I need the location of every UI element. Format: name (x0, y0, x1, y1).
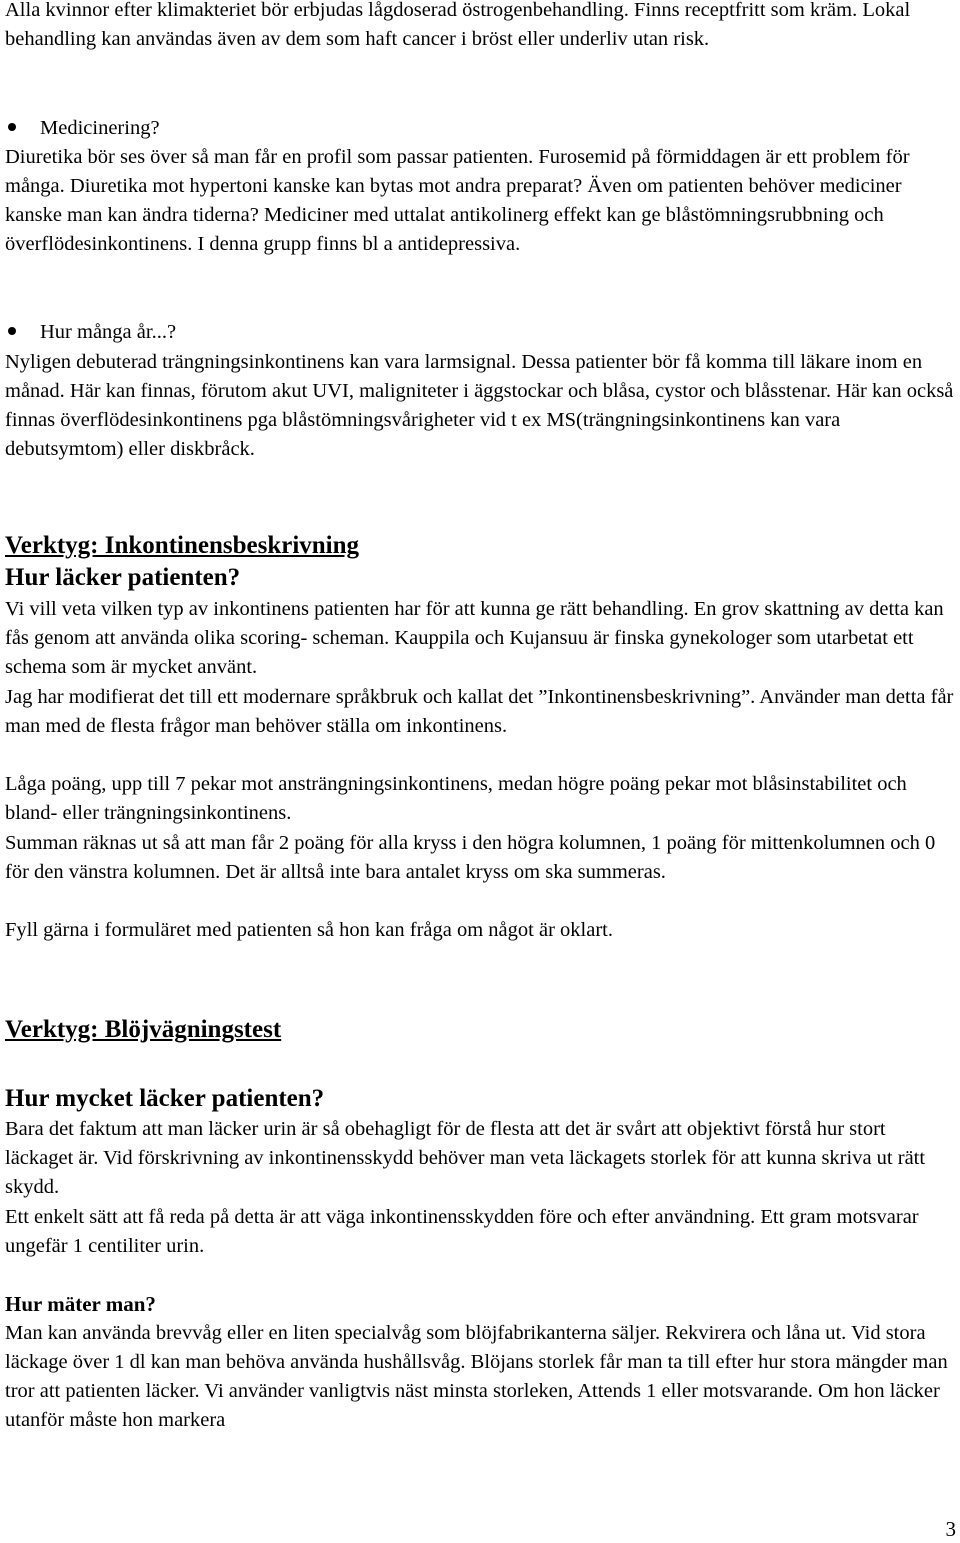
tool1-paragraph-2: Jag har modifierat det till ett modernare språkbruk och kallat det ”Inkontinensbeskrivning”. Använder man detta får man med de flesta frågor man behöver ställa om inkontinens. (5, 686, 954, 737)
bullet-medicinering (5, 114, 160, 143)
bullet-label: Medicinering? (40, 117, 160, 139)
intro-paragraph: Alla kvinnor efter klimakteriet bör erbjudas lågdoserad östrogenbehandling. Finns receptfritt som kräm. Lokal behandling kan användas även av dem som haft cancer i bröst eller underliv utan risk. (5, 0, 911, 50)
question-hur-lacker: Hur läcker patienten? (5, 564, 241, 591)
tool2-paragraph-3: Man kan använda brevvåg eller en liten specialvåg som blöjfabrikanterna säljer. Rekvirera och låna ut. Vid stora läckage över 1 dl kan man behöva använda hushållsvåg. Blöjans storlek får man ta till efter hur stora mängder man tror att patienten läcker. Vi använder vanligtvis näst minsta storleken, Attends 1 eller motsvarande. Om hon läcker utanför måste hon markera (5, 1322, 948, 1431)
tool1-paragraph-5: Fyll gärna i formuläret med patienten så hon kan fråga om något är oklart. (5, 919, 613, 941)
tool-heading-blojvagningstest: Verktyg: Blöjvägningstest (5, 1016, 282, 1043)
bullet-dot-icon (8, 327, 16, 335)
tool1-paragraph-3: Låga poäng, upp till 7 pekar mot ansträngningsinkontinens, medan högre poäng pekar mot blåsinstabilitet och bland- eller trängningsinkontinens. (5, 773, 907, 824)
tool-heading-inkontinensbeskrivning: Verktyg: Inkontinensbeskrivning (5, 532, 360, 559)
bullet-dot-icon (8, 123, 16, 131)
tool2-paragraph-2: Ett enkelt sätt att få reda på detta är att väga inkontinensskydden före och efter användning. Ett gram motsvarar ungefär 1 centiliter urin. (5, 1206, 919, 1257)
bullet-label: Hur många år...? (40, 321, 177, 343)
subheading-hur-mater-man: Hur mäter man? (5, 1292, 156, 1316)
question-hur-mycket-lacker: Hur mycket läcker patienten? (5, 1085, 325, 1112)
hur-manga-paragraph: Nyligen debuterad trängningsinkontinens kan vara larmsignal. Dessa patienter bör få komma till läkare inom en månad. Här kan finnas, förutom akut UVI, maligniteter i äggstockar och blåsa, cystor och blåsstenar. Här kan också finnas överflödesinkontinens pga blåstömningsvårigheter vid t ex MS(trängningsinkontinens kan vara debutsymtom) eller diskbråck. (5, 351, 954, 460)
page-number: 3 (945, 1517, 956, 1541)
tool1-paragraph-4: Summan räknas ut så att man får 2 poäng för alla kryss i den högra kolumnen, 1 poäng för mittenkolumnen och 0 för den vänstra kolumnen. Det är alltså inte bara antalet kryss om ska summeras. (5, 832, 936, 883)
tool1-paragraph-1: Vi vill veta vilken typ av inkontinens patienten har för att kunna ge rätt behandling. En grov skattning av detta kan fås genom att använda olika scoring- scheman. Kauppila och Kujansuu är finska gynekologer som utarbetat ett schema som är mycket använt. (5, 598, 944, 678)
bullet-hur-manga-ar (5, 318, 176, 347)
tool2-paragraph-1: Bara det faktum att man läcker urin är så obehagligt för de flesta att det är svårt att objektivt förstå hur stort läckaget är. Vid förskrivning av inkontinensskydd behöver man veta läckagets storlek för att kunna skriva ut rätt skydd. (5, 1118, 926, 1198)
medicinering-paragraph: Diuretika bör ses över så man får en profil som passar patienten. Furosemid på förmiddagen är ett problem för många. Diuretika mot hypertoni kanske kan bytas mot andra preparat? Även om patienten behöver mediciner kanske man kan ändra tiderna? Mediciner med uttalat antikolinerg effekt kan ge blåstömningsrubbning och överflödesinkontinens. I denna grupp finns bl a antidepressiva. (5, 146, 910, 255)
